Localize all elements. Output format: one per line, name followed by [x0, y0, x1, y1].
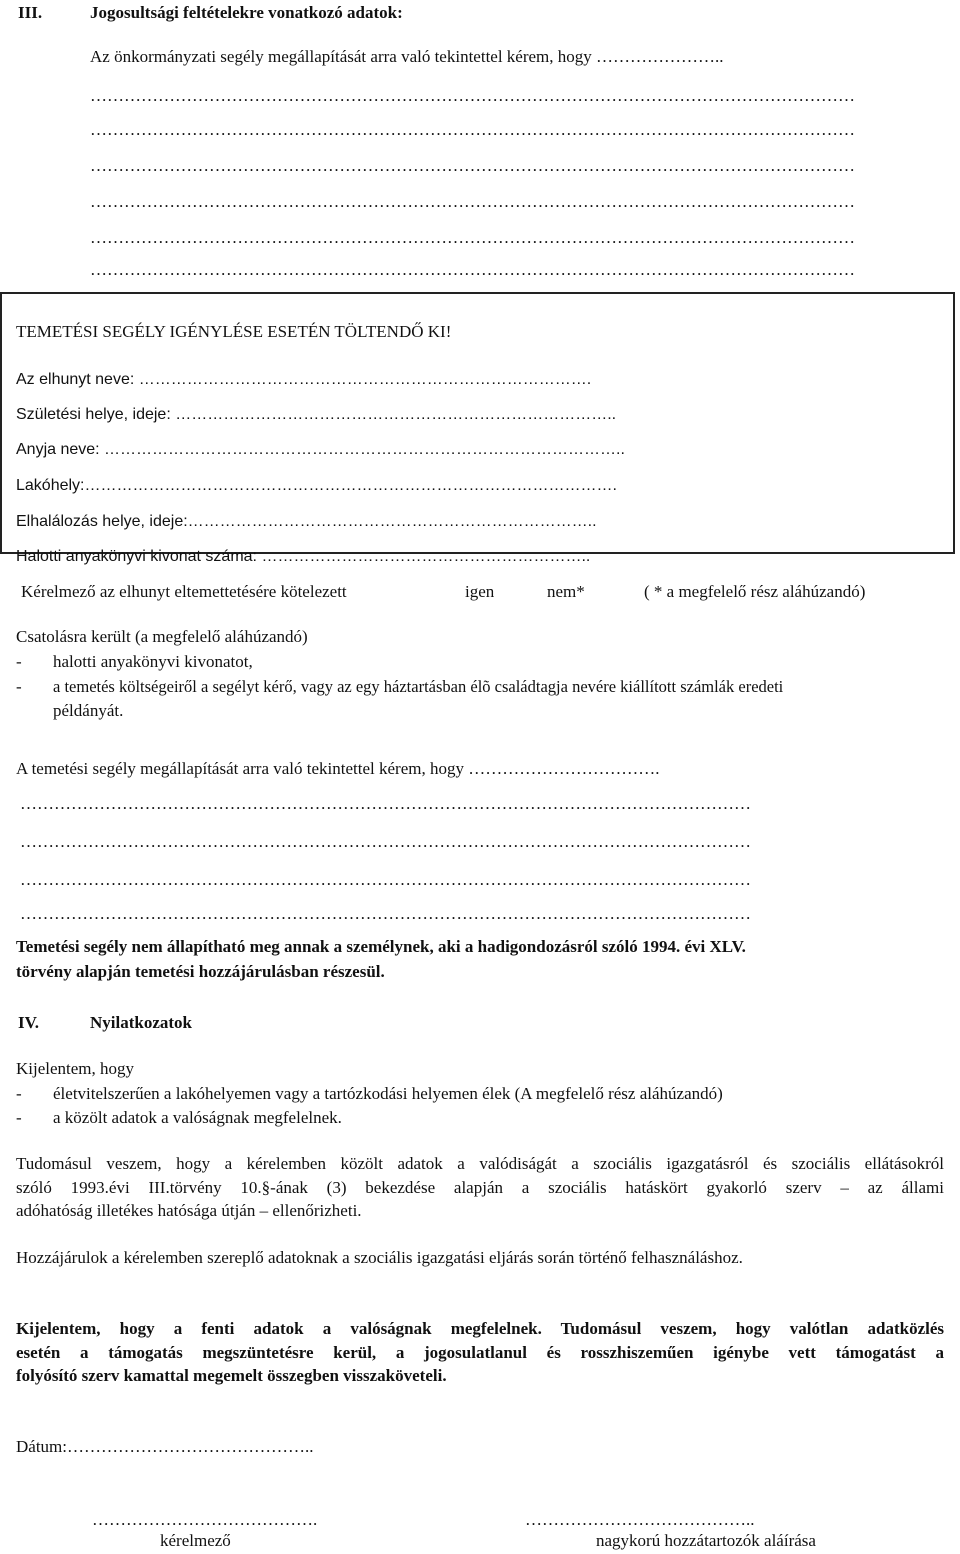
blank-line: ……………………………………………………………………………………………………………………… [90, 120, 855, 139]
ack-text: adóhatóság illetékes hatósága útján – ellenőrizheti. [16, 1201, 362, 1220]
signature-line-relatives[interactable]: ………………………………….. [525, 1510, 755, 1529]
ack-text: Tudomásul veszem, hogy a kérelemben közölt adatok a valódiságát a szociális igazgatásról és szociális ellátásokról [16, 1154, 944, 1173]
blank-line: ……………………………………………………………………………………………………………………… [90, 260, 855, 279]
declare-item: a közölt adatok a valóságnak megfelelnek. [53, 1108, 342, 1127]
attached-item: példányát. [53, 701, 124, 720]
deceased-name-field: Az elhunyt neve: …………………………………………………………………………. [16, 371, 592, 388]
list-dash: - [16, 652, 22, 671]
funeral-heading: TEMETÉSI SEGÉLY IGÉNYLÉSE ESETÉN TÖLTENDŐ KI! [16, 322, 452, 341]
blank-line: ………………………………………………………………………………………………………………… [20, 794, 751, 813]
funeral-request-line: A temetési segély megállapítását arra való tekintettel kérem, hogy ……………………………. [16, 759, 660, 778]
declaration-bold: Kijelentem, hogy a fenti adatok a valóságnak megfelelnek. Tudomásul veszem, hogy valótlan adatközlés [16, 1319, 944, 1338]
section-number: III. [18, 3, 43, 22]
section-title: Nyilatkozatok [90, 1013, 192, 1032]
consent-text: Hozzájárulok a kérelemben szereplő adatoknak a szociális igazgatási eljárás során történő felhasználáshoz. [16, 1248, 743, 1267]
blank-line: ………………………………………………………………………………………………………………… [20, 832, 751, 851]
blank-line: ………………………………………………………………………………………………………………… [20, 870, 751, 889]
notice-text: Temetési segély nem állapítható meg annak a személynek, aki a hadigondozásról szóló 1994. évi XLV. [16, 937, 746, 956]
attached-item: a temetés költségeiről a segélyt kérő, vagy az egy háztartásban élõ családtagja nevére kiállított számlák eredeti [53, 677, 784, 696]
attached-item: halotti anyakönyvi kivonatot, [53, 652, 253, 671]
residence-field: Lakóhely:………………………………………………………………………………………. [16, 477, 617, 494]
birth-place-date-field: Születési helye, ideje: ……………………………………………………………………….. [16, 406, 617, 423]
list-dash: - [16, 1108, 22, 1127]
option-no[interactable]: nem* [547, 582, 585, 601]
section-title: Jogosultsági feltételekre vonatkozó adatok: [90, 3, 403, 22]
option-note: ( * a megfelelő rész aláhúzandó) [644, 582, 866, 601]
list-dash: - [16, 677, 22, 696]
blank-line: ……………………………………………………………………………………………………………………… [90, 192, 855, 211]
death-place-date-field: Elhalálozás helye, ideje:………………………………………………………………….. [16, 513, 597, 530]
attached-heading: Csatolásra került (a megfelelő aláhúzandó) [16, 627, 308, 646]
declaration-bold: folyósító szerv kamattal megemelt összegben visszaköveteli. [16, 1366, 447, 1385]
date-field[interactable]: Dátum:…………………………………….. [16, 1437, 314, 1456]
blank-line: ………………………………………………………………………………………………………………… [20, 904, 751, 923]
obligated-label: Kérelmező az elhunyt eltemettetésére kötelezett [21, 582, 347, 601]
list-dash: - [16, 1084, 22, 1103]
death-certificate-field: Halotti anyakönyvi kivonat száma: …………………………………………………….. [16, 548, 591, 565]
section-number: IV. [18, 1013, 39, 1032]
blank-line: ……………………………………………………………………………………………………………………… [90, 156, 855, 175]
option-yes[interactable]: igen [465, 582, 495, 601]
declare-heading: Kijelentem, hogy [16, 1059, 135, 1078]
signature-label-relatives: nagykorú hozzátartozók aláírása [596, 1531, 816, 1550]
ack-text: szóló 1993.évi III.törvény 10.§-ának (3) bekezdése alapján a szociális hatáskört gyakorló szerv – az állami [16, 1178, 944, 1197]
notice-text: törvény alapján temetési hozzájárulásban részesül. [16, 962, 385, 981]
blank-line: ……………………………………………………………………………………………………………………… [90, 86, 855, 105]
declaration-bold: esetén a támogatás megszüntetésre kerül, a jogosulatlanul és rosszhiszeműen igénybe vett támogatást a [16, 1343, 944, 1362]
signature-label-applicant: kérelmező [160, 1531, 231, 1550]
signature-line-applicant[interactable]: …………………………………. [92, 1510, 318, 1529]
blank-line: ……………………………………………………………………………………………………………………… [90, 228, 855, 247]
request-line: Az önkormányzati segély megállapítását arra való tekintettel kérem, hogy ………………….. [90, 47, 724, 66]
declare-item: életvitelszerűen a lakóhelyemen vagy a tartózkodási helyemen élek (A megfelelő rész aláhúzandó) [53, 1084, 723, 1103]
mother-name-field: Anyja neve: …………………………………………………………………………………….. [16, 441, 625, 458]
